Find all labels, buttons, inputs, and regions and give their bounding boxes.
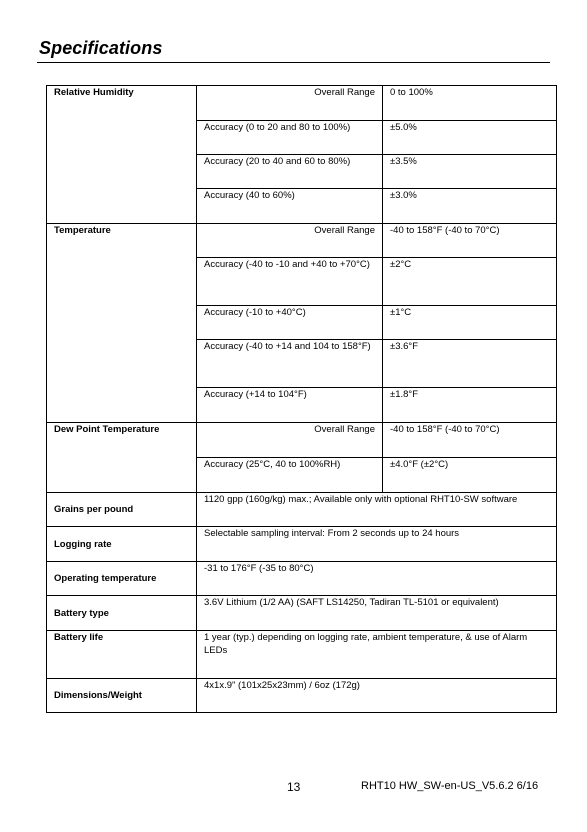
- spec-value: ±1°C: [383, 306, 557, 340]
- table-row: [47, 224, 557, 258]
- spec-label: Accuracy (-40 to -10 and +40 to +70°C): [197, 258, 383, 306]
- specifications-table: [46, 85, 557, 713]
- spec-value: -40 to 158°F (-40 to 70°C): [383, 224, 557, 258]
- spec-value: 0 to 100%: [383, 86, 557, 121]
- table-row: [47, 679, 557, 713]
- category-relative-humidity: Relative Humidity: [47, 86, 197, 224]
- spec-label: Accuracy (-40 to +14 and 104 to 158°F): [197, 340, 383, 388]
- page-title: Specifications: [39, 38, 163, 58]
- spec-label: Accuracy (-10 to +40°C): [197, 306, 383, 340]
- category-temperature: Temperature: [47, 224, 197, 423]
- table-row: [47, 631, 557, 679]
- spec-label: Overall Range: [197, 224, 383, 258]
- spec-label: Accuracy (25°C, 40 to 100%RH): [197, 458, 383, 493]
- spec-value: -40 to 158°F (-40 to 70°C): [383, 423, 557, 458]
- spec-value: ±3.6°F: [383, 340, 557, 388]
- spec-value: ±5.0%: [383, 121, 557, 155]
- spec-value: 4x1x.9" (101x25x23mm) / 6oz (172g): [197, 679, 557, 713]
- spec-value: 1 year (typ.) depending on logging rate, ambient temperature, & use of Alarm LEDs: [197, 631, 557, 679]
- spec-label: Accuracy (0 to 20 and 80 to 100%): [197, 121, 383, 155]
- spec-category: Dimensions/Weight: [47, 679, 197, 713]
- spec-label: Accuracy (+14 to 104°F): [197, 388, 383, 423]
- spec-category: Battery type: [47, 596, 197, 631]
- spec-value: 3.6V Lithium (1/2 AA) (SAFT LS14250, Tadiran TL-5101 or equivalent): [197, 596, 557, 631]
- spec-value: ±1.8°F: [383, 388, 557, 423]
- table-row: [47, 562, 557, 596]
- spec-label: Accuracy (40 to 60%): [197, 189, 383, 224]
- spec-value: ±3.0%: [383, 189, 557, 224]
- table-row: [47, 86, 557, 121]
- document-id: RHT10 HW_SW-en-US_V5.6.2 6/16: [361, 780, 539, 792]
- spec-value: ±3.5%: [383, 155, 557, 189]
- spec-value: ±2°C: [383, 258, 557, 306]
- table-row: [47, 423, 557, 458]
- table-row: [47, 493, 557, 527]
- spec-category: Logging rate: [47, 527, 197, 562]
- spec-value: -31 to 176°F (-35 to 80°C): [197, 562, 557, 596]
- spec-label: Accuracy (20 to 40 and 60 to 80%): [197, 155, 383, 189]
- spec-label: Overall Range: [197, 86, 383, 121]
- category-dew-point: Dew Point Temperature: [47, 423, 197, 493]
- spec-value: ±4.0°F (±2°C): [383, 458, 557, 493]
- spec-category: Grains per pound: [47, 493, 197, 527]
- spec-category: Battery life: [47, 631, 197, 679]
- spec-value: Selectable sampling interval: From 2 seconds up to 24 hours: [197, 527, 557, 562]
- spec-category: Operating temperature: [47, 562, 197, 596]
- table-row: [47, 527, 557, 562]
- table-row: [47, 596, 557, 631]
- spec-value: 1120 gpp (160g/kg) max.; Available only with optional RHT10-SW software: [197, 493, 557, 527]
- title-divider: [37, 62, 550, 63]
- page-number: 13: [287, 780, 301, 794]
- spec-label: Overall Range: [197, 423, 383, 458]
